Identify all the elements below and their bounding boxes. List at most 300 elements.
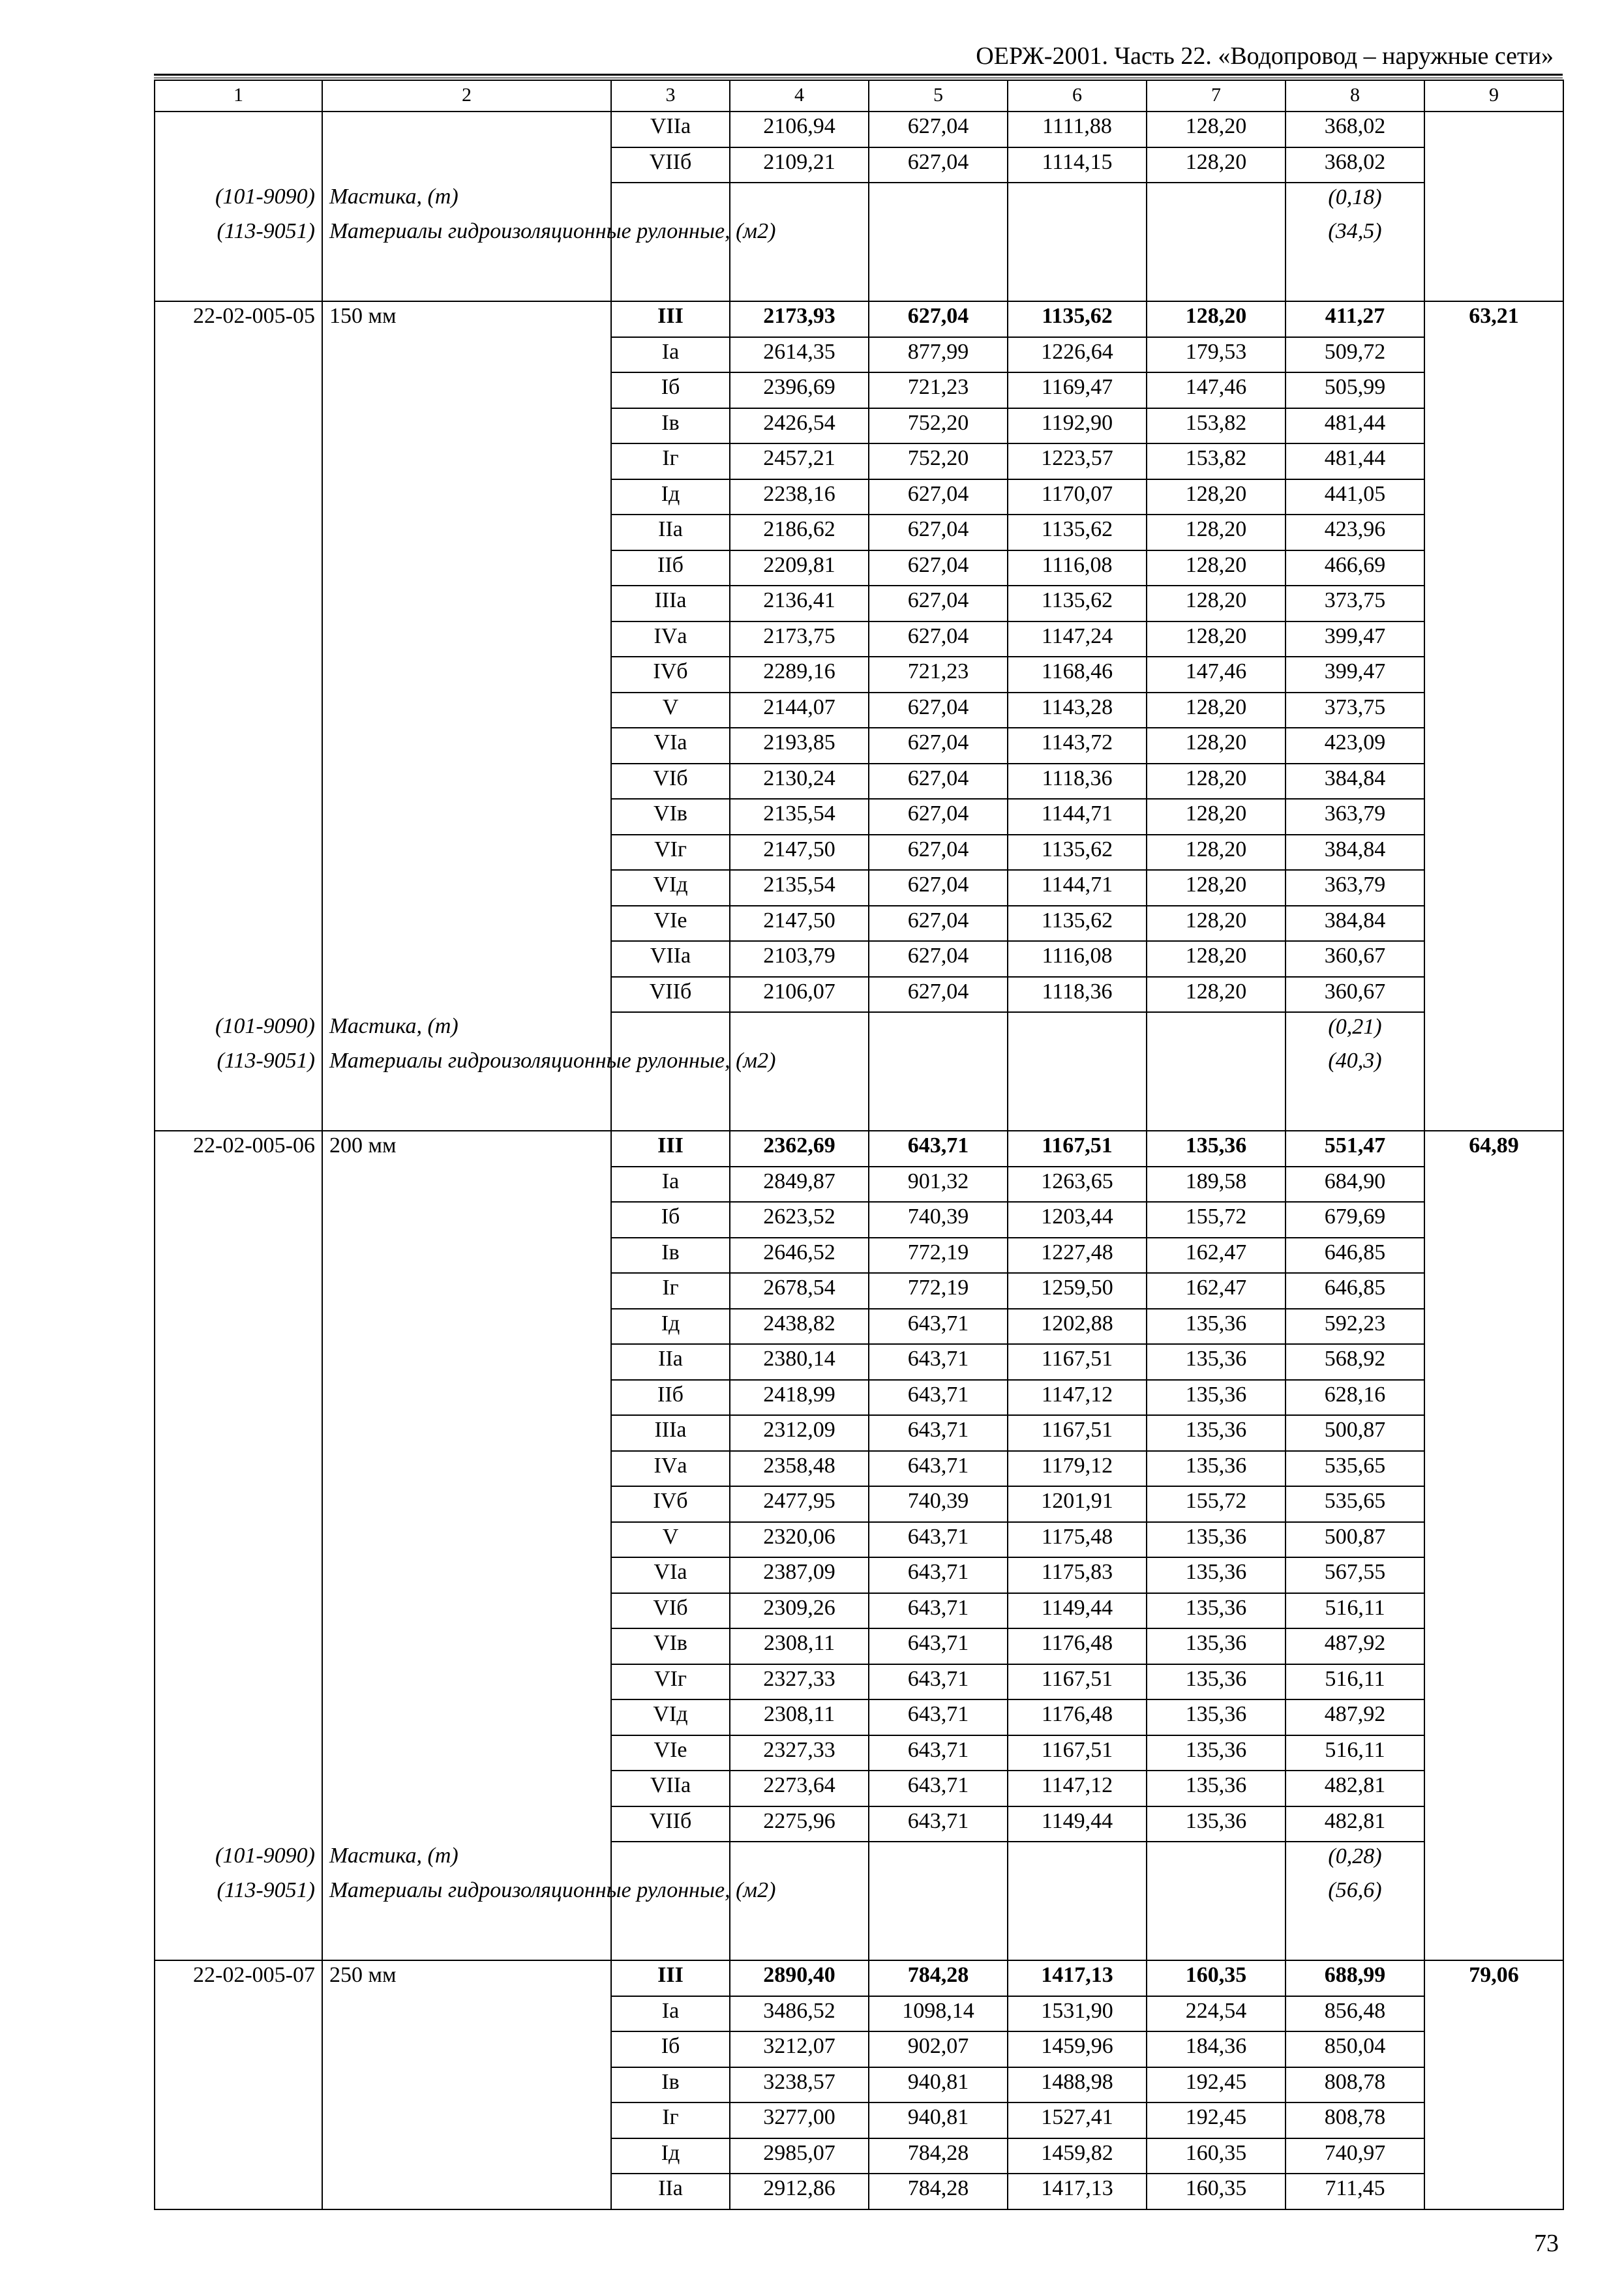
empty-cell [1424,1699,1563,1735]
empty-cell [869,183,1008,217]
materials: 740,97 [1286,2138,1424,2174]
zone-label: Iб [611,2031,730,2067]
zone-label: V [611,1522,730,1558]
page-header [154,39,1563,73]
table-row [155,147,1563,183]
operator-wages: 128,20 [1147,112,1286,147]
total-cost: 2380,14 [730,1344,869,1380]
machines: 1203,44 [1008,1202,1147,1238]
empty-cell [730,183,869,217]
empty-cell [322,2067,611,2103]
wages: 643,71 [869,1309,1008,1345]
materials: 646,85 [1286,1273,1424,1309]
table-row [155,693,1563,728]
total-cost: 2238,16 [730,479,869,515]
operator-wages: 153,82 [1147,443,1286,479]
materials: 423,96 [1286,515,1424,550]
empty-cell [1008,183,1147,217]
empty-cell [155,586,322,621]
machines: 1144,71 [1008,870,1147,906]
empty-cell [155,112,322,147]
table-row [155,1593,1563,1629]
materials: 368,02 [1286,147,1424,183]
material-quantity: (0,28) [1286,1842,1424,1876]
empty-cell [322,977,611,1013]
operator-wages: 135,36 [1147,1735,1286,1771]
empty-cell [155,1451,322,1487]
column-number: 5 [869,80,1008,112]
column-number-row [155,80,1563,112]
zone-label: VIIб [611,977,730,1013]
empty-cell [322,1699,611,1735]
machines: 1116,08 [1008,941,1147,977]
materials: 516,11 [1286,1735,1424,1771]
zone-label: VIIб [611,147,730,183]
total-cost: 2193,85 [730,728,869,764]
table-row [155,1202,1563,1238]
table-row [155,586,1563,621]
empty-cell [155,2174,322,2209]
empty-cell [155,1699,322,1735]
operator-wages: 128,20 [1147,621,1286,657]
wages: 627,04 [869,977,1008,1013]
total-cost: 2320,06 [730,1522,869,1558]
total-cost: 2136,41 [730,586,869,621]
empty-cell [322,1238,611,1274]
total-cost: 2173,93 [730,301,869,337]
empty-cell [322,550,611,586]
empty-cell [1424,1012,1563,1047]
table-row [155,906,1563,942]
empty-cell [322,1486,611,1522]
rate-code: 22-02-005-06 [155,1131,322,1167]
machines: 1175,83 [1008,1557,1147,1593]
operator-wages: 155,72 [1147,1202,1286,1238]
empty-cell [155,906,322,942]
empty-cell [322,835,611,871]
table-row [155,1167,1563,1203]
wages: 643,71 [869,1806,1008,1842]
materials: 399,47 [1286,657,1424,693]
empty-cell [1424,1380,1563,1416]
zone-label: IVб [611,1486,730,1522]
total-cost: 2678,54 [730,1273,869,1309]
empty-cell [1008,1876,1147,1960]
empty-cell [1147,217,1286,301]
empty-cell [155,1522,322,1558]
empty-cell [322,1451,611,1487]
wages: 784,28 [869,2174,1008,2209]
machines: 1170,07 [1008,479,1147,515]
empty-cell [1147,1012,1286,1047]
empty-cell [1424,693,1563,728]
zone-label: VIб [611,764,730,800]
zone-label: VIIб [611,1806,730,1842]
materials: 568,92 [1286,1344,1424,1380]
zone-label: IIа [611,2174,730,2209]
wages: 643,71 [869,1664,1008,1700]
machines: 1531,90 [1008,1996,1147,2032]
table-row [155,479,1563,515]
column-number: 4 [730,80,869,112]
machines: 1167,51 [1008,1735,1147,1771]
material-quantity: (40,3) [1286,1047,1424,1131]
machines: 1144,71 [1008,799,1147,835]
wages: 627,04 [869,147,1008,183]
empty-cell [869,1012,1008,1047]
materials: 535,65 [1286,1451,1424,1487]
materials: 711,45 [1286,2174,1424,2209]
materials: 384,84 [1286,835,1424,871]
zone-label: IIб [611,550,730,586]
empty-cell [1424,1593,1563,1629]
zone-label: III [611,1131,730,1167]
empty-cell [155,1628,322,1664]
total-cost: 2135,54 [730,870,869,906]
machines: 1202,88 [1008,1309,1147,1345]
operator-wages: 128,20 [1147,835,1286,871]
empty-cell [1424,657,1563,693]
empty-cell [155,693,322,728]
total-cost: 2308,11 [730,1628,869,1664]
operator-wages: 135,36 [1147,1131,1286,1167]
table-row [155,1309,1563,1345]
operator-wages: 135,36 [1147,1557,1286,1593]
empty-cell [322,1380,611,1416]
empty-cell [1424,217,1563,301]
materials: 384,84 [1286,906,1424,942]
column-number: 1 [155,80,322,112]
empty-cell [155,2031,322,2067]
machines: 1167,51 [1008,1131,1147,1167]
empty-cell [1424,1628,1563,1664]
machines: 1147,12 [1008,1380,1147,1416]
empty-cell [1424,408,1563,444]
empty-cell [155,408,322,444]
machines: 1417,13 [1008,1960,1147,1996]
zone-label: Iа [611,337,730,373]
machines: 1259,50 [1008,1273,1147,1309]
total-cost: 2103,79 [730,941,869,977]
empty-cell [322,657,611,693]
material-code: (113-9051) [155,1876,322,1960]
empty-cell [322,372,611,408]
materials: 373,75 [1286,693,1424,728]
materials: 399,47 [1286,621,1424,657]
operator-wages: 155,72 [1147,1486,1286,1522]
wages: 940,81 [869,2102,1008,2138]
operator-wages: 135,36 [1147,1522,1286,1558]
operator-wages: 135,36 [1147,1806,1286,1842]
wages: 643,71 [869,1415,1008,1451]
materials: 360,67 [1286,977,1424,1013]
empty-cell [155,728,322,764]
page-number: 73 [1534,2230,1559,2257]
empty-cell [730,1842,869,1876]
empty-cell [322,1593,611,1629]
operator-wages: 128,20 [1147,906,1286,942]
wages: 901,32 [869,1167,1008,1203]
total-cost: 2623,52 [730,1202,869,1238]
total-cost: 2106,07 [730,977,869,1013]
material-row [155,183,1563,217]
table-row [155,550,1563,586]
machines: 1169,47 [1008,372,1147,408]
empty-cell [155,1557,322,1593]
materials: 482,81 [1286,1806,1424,1842]
operator-wages: 160,35 [1147,2138,1286,2174]
operator-wages: 147,46 [1147,657,1286,693]
material-name: Мастика, (т) [322,1842,611,1876]
operator-wages: 135,36 [1147,1593,1286,1629]
operator-wages: 128,20 [1147,301,1286,337]
total-cost: 2646,52 [730,1238,869,1274]
empty-cell [1424,728,1563,764]
zone-label: Iв [611,2067,730,2103]
materials: 592,23 [1286,1309,1424,1345]
empty-cell [611,183,730,217]
empty-cell [322,1664,611,1700]
table-row [155,1771,1563,1806]
materials: 500,87 [1286,1522,1424,1558]
zone-label: III [611,1960,730,1996]
machines: 1135,62 [1008,586,1147,621]
wages: 902,07 [869,2031,1008,2067]
empty-cell [322,2031,611,2067]
table-row [155,1273,1563,1309]
total-cost: 2477,95 [730,1486,869,1522]
table-row [155,728,1563,764]
zone-label: Iд [611,1309,730,1345]
operator-wages: 135,36 [1147,1309,1286,1345]
empty-cell [869,1047,1008,1131]
table-row [155,1344,1563,1380]
empty-cell [322,2138,611,2174]
materials: 808,78 [1286,2067,1424,2103]
column-number: 3 [611,80,730,112]
total-cost: 2273,64 [730,1771,869,1806]
empty-cell [1424,1735,1563,1771]
materials: 516,11 [1286,1664,1424,1700]
materials: 684,90 [1286,1167,1424,1203]
wages: 772,19 [869,1273,1008,1309]
operator-wages: 160,35 [1147,2174,1286,2209]
material-code: (101-9090) [155,1842,322,1876]
operator-wages: 128,20 [1147,515,1286,550]
empty-cell [1424,906,1563,942]
zone-label: VIд [611,1699,730,1735]
machines: 1135,62 [1008,301,1147,337]
operator-wages: 184,36 [1147,2031,1286,2067]
machines: 1201,91 [1008,1486,1147,1522]
empty-cell [155,1202,322,1238]
wages: 721,23 [869,657,1008,693]
empty-cell [322,1309,611,1345]
operator-wages: 128,20 [1147,799,1286,835]
materials: 411,27 [1286,301,1424,337]
table-row [155,408,1563,444]
empty-cell [322,764,611,800]
empty-cell [155,443,322,479]
total-cost: 2418,99 [730,1380,869,1416]
zone-label: Iв [611,408,730,444]
machines: 1135,62 [1008,906,1147,942]
empty-cell [1147,1047,1286,1131]
total-cost: 2457,21 [730,443,869,479]
materials: 856,48 [1286,1996,1424,2032]
materials: 384,84 [1286,764,1424,800]
empty-cell [1424,1486,1563,1522]
empty-cell [155,835,322,871]
total-cost: 3277,00 [730,2102,869,2138]
materials: 368,02 [1286,112,1424,147]
wages: 643,71 [869,1593,1008,1629]
table-row [155,301,1563,337]
empty-cell [1424,1344,1563,1380]
empty-cell [155,870,322,906]
materials: 373,75 [1286,586,1424,621]
empty-cell [322,621,611,657]
material-code: (113-9051) [155,217,322,301]
empty-cell [155,479,322,515]
rate-code: 22-02-005-05 [155,301,322,337]
wages: 643,71 [869,1628,1008,1664]
material-row [155,1047,1563,1131]
empty-cell [1424,443,1563,479]
wages: 627,04 [869,550,1008,586]
empty-cell [322,2174,611,2209]
machines: 1488,98 [1008,2067,1147,2103]
table-row [155,515,1563,550]
operator-wages: 162,47 [1147,1273,1286,1309]
total-cost: 3238,57 [730,2067,869,2103]
machines: 1459,96 [1008,2031,1147,2067]
materials: 679,69 [1286,1202,1424,1238]
empty-cell [1424,1047,1563,1131]
table-row [155,2031,1563,2067]
table-row [155,2138,1563,2174]
wages: 627,04 [869,693,1008,728]
total-cost: 2275,96 [730,1806,869,1842]
empty-cell [155,1593,322,1629]
empty-cell [611,1012,730,1047]
operator-wages: 135,36 [1147,1451,1286,1487]
machines: 1147,24 [1008,621,1147,657]
operator-wages: 135,36 [1147,1344,1286,1380]
machines: 1175,48 [1008,1522,1147,1558]
table-row [155,621,1563,657]
zone-label: IVа [611,1451,730,1487]
zone-label: Iа [611,1167,730,1203]
zone-label: IIIа [611,1415,730,1451]
wages: 643,71 [869,1699,1008,1735]
empty-cell [322,479,611,515]
zone-label: Iд [611,2138,730,2174]
materials: 535,65 [1286,1486,1424,1522]
machines: 1417,13 [1008,2174,1147,2209]
column-number: 9 [1424,80,1563,112]
wages: 627,04 [869,621,1008,657]
operator-wages: 128,20 [1147,728,1286,764]
labor-cost: 64,89 [1424,1131,1563,1167]
empty-cell [1424,147,1563,183]
materials: 850,04 [1286,2031,1424,2067]
total-cost: 2890,40 [730,1960,869,1996]
labor-cost: 79,06 [1424,1960,1563,1996]
empty-cell [322,337,611,373]
empty-cell [155,372,322,408]
empty-cell [1424,1309,1563,1345]
materials: 363,79 [1286,799,1424,835]
machines: 1135,62 [1008,835,1147,871]
operator-wages: 128,20 [1147,764,1286,800]
material-code: (101-9090) [155,183,322,217]
machines: 1226,64 [1008,337,1147,373]
operator-wages: 135,36 [1147,1628,1286,1664]
machines: 1176,48 [1008,1628,1147,1664]
empty-cell [322,728,611,764]
empty-cell [322,941,611,977]
empty-cell [1424,112,1563,147]
machines: 1135,62 [1008,515,1147,550]
machines: 1167,51 [1008,1415,1147,1451]
zone-label: VIIа [611,941,730,977]
empty-cell [1008,1842,1147,1876]
operator-wages: 192,45 [1147,2102,1286,2138]
empty-cell [1424,372,1563,408]
column-number: 6 [1008,80,1147,112]
zone-label: Iв [611,1238,730,1274]
empty-cell [155,1996,322,2032]
operator-wages: 128,20 [1147,147,1286,183]
zone-label: VIв [611,799,730,835]
empty-cell [322,870,611,906]
empty-cell [155,941,322,977]
wages: 627,04 [869,799,1008,835]
empty-cell [1424,550,1563,586]
zone-label: VIд [611,870,730,906]
rate-name: 250 мм [322,1960,611,1996]
zone-label: III [611,301,730,337]
operator-wages: 135,36 [1147,1380,1286,1416]
table-row [155,1557,1563,1593]
operator-wages: 135,36 [1147,1699,1286,1735]
operator-wages: 128,20 [1147,870,1286,906]
zone-label: IIб [611,1380,730,1416]
empty-cell [1424,870,1563,906]
table-row [155,1628,1563,1664]
machines: 1143,72 [1008,728,1147,764]
empty-cell [155,977,322,1013]
empty-cell [155,1664,322,1700]
material-code: (113-9051) [155,1047,322,1131]
empty-cell [1424,1876,1563,1960]
empty-cell [322,1557,611,1593]
material-name: Мастика, (т) [322,183,611,217]
total-cost: 2327,33 [730,1664,869,1700]
empty-cell [322,1273,611,1309]
materials: 482,81 [1286,1771,1424,1806]
zone-label: V [611,693,730,728]
empty-cell [1424,586,1563,621]
materials: 567,55 [1286,1557,1424,1593]
table-row [155,372,1563,408]
wages: 721,23 [869,372,1008,408]
materials: 360,67 [1286,941,1424,977]
zone-label: Iа [611,1996,730,2032]
table-row [155,1415,1563,1451]
empty-cell [322,799,611,835]
